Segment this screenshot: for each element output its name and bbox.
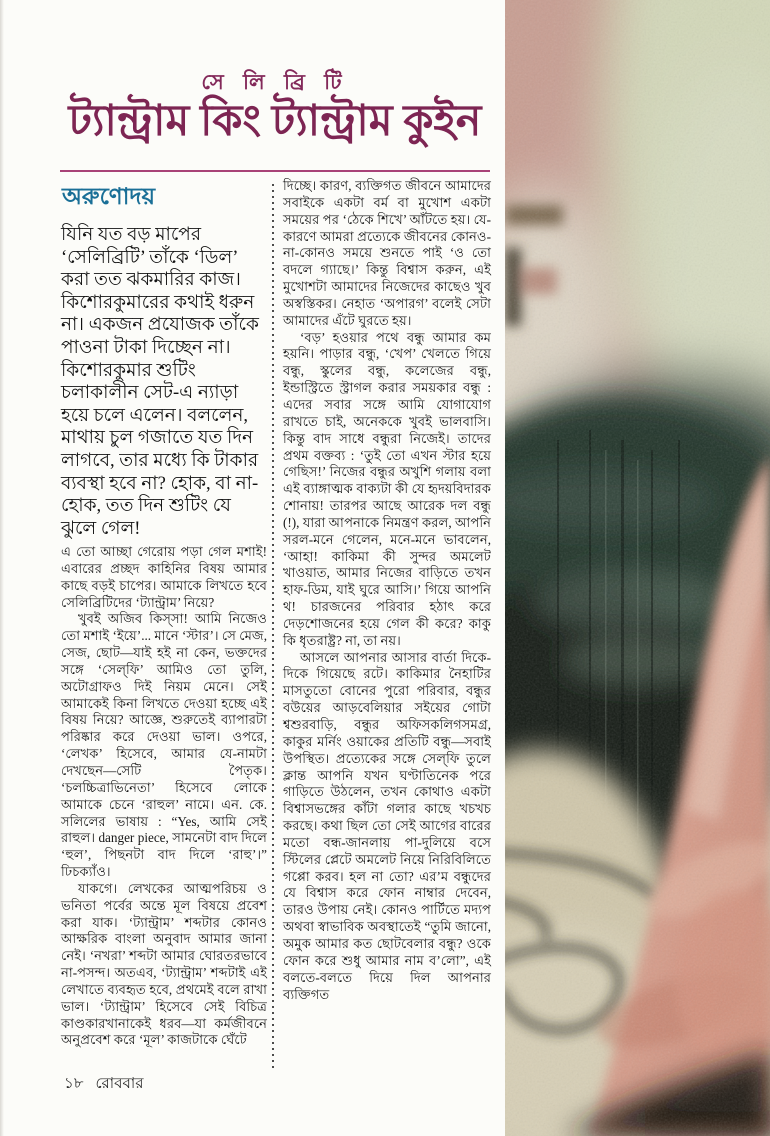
author-byline: অরুণোদয়	[62, 184, 156, 209]
article-headline: ট্যান্ট্রাম কিং ট্যান্ট্রাম কুইন	[68, 98, 482, 145]
column-divider	[272, 184, 274, 1068]
article-intro: যিনি যত বড় মাপের ‘সেলিব্রিটি’ তাঁকে ‘ডিল’ করা তত ঝকমারির কাজ। কিশোরকুমারের কথাই ধরুন না। একজন প্রযোজক তাঁকে পাওনা টাকা দিচ্ছেন না। কিশোরকুমার শুটিং চলাকালীন সেট-এ ন্যাড়া হয়ে চলে এলেন। বললেন, মাথায় চুল গজাতে যত দিন লাগবে, তার মধ্যে কি টাকার ব্যবস্থা হবে না? হোক, বা না-হোক, তত দিন শুটিং যে ঝুলে গেল!	[61, 225, 259, 539]
photo-illustration	[505, 0, 770, 1136]
paragraph: আসলে আপনার আসার বার্তা দিকে-দিকে গিয়েছে রটে। কাকিমার নৈহাটির মাসতুতো বোনের পুরো পরিবার, বন্ধুর বউয়ের আড়বেলিয়ার সইয়ের গোটা শ্বশুরবাড়ি, বন্ধুর অফিসকলিগসমগ্র, কাকুর মর্নিং ওয়াকের প্রতিটি বন্ধু—সবাই উপস্থিত। প্রত্যেকের সঙ্গে সেল্‌ফি তুলে ক্লান্ত আপনি যখন ঘণ্টাতিনেক পরে গাড়িতে উঠলেন, তখন কোথাও একটা বিশ্বাসভঙ্গের কাঁটা গলার কাছে খচখচ করছে। কথা ছিল তো সেই আগের বারের মতো বন্ধ-জানলায় পা-দুলিয়ে বসে স্টিলের প্লেটে অমলেট নিয়ে নিরিবিলিতে গপ্পো করব। হল না তো? এর’ম বন্ধুদের যে বিশ্বাস করে ফোন নাম্বার দেবেন, তারও উপায় নেই। কোনও পার্টিতে মদ্যপ অথবা স্বাভাবিক অবস্থাতেই “তুমি জানো, অমুক আমার কত ছোটবেলার বন্ধু? ওকে ফোন করে শুধু আমার নাম ব’লো”, এই বলতে-বলতে দিয়ে দিল আপনার ব্যক্তিগত	[283, 649, 491, 1002]
paragraph: এ তো আচ্ছা গেরোয় পড়া গেল মশাই! এবারের প্রচ্ছদ কাহিনির বিষয় আমার কাছে বড়ই চাপের। আমাকে লিখতে হবে সেলিব্রিটিদের ‘ট্যান্ট্রাম’ নিয়ে?	[61, 544, 267, 610]
body-column-2	[283, 178, 491, 1003]
headline-rule	[60, 170, 490, 172]
section-kicker: সে লি ব্রি টি	[201, 70, 349, 94]
magazine-name: রোববার	[95, 1076, 144, 1092]
body-column-1	[61, 544, 267, 1049]
paragraph: যাকগে। লেখকের আত্মপরিচয় ও ভনিতা পর্বের অন্তে মূল বিষয়ে প্রবেশ করা যাক। ‘ট্যান্ট্রাম’ শব্দটার কোনও আক্ষরিক বাংলা অনুবাদ আমার জানা নেই। ‘নখরা’ শব্দটা আমার ঘোরতরভাবে না-পসন্দ। অতএব, ‘ট্যান্ট্রাম’ শব্দটাই এই লেখাতে ব্যবহৃত হবে, প্রথমেই বলে রাখা ভাল। ‘ট্যান্ট্রাম’ হিসেবে সেই বিচিত্র কাণ্ডকারখানাকেই ধরব—যা কর্মজীবনে অনুপ্রবেশ করে ‘মূল’ কাজটাকে ঘেঁটে	[61, 880, 267, 1048]
page-number: ১৮	[64, 1076, 84, 1092]
paragraph: খুবই অজিব কিস্সা! আমি নিজেও তো মশাই ‘ইয়ে’... মানে ‘স্টার’। সে মেজ, সেজ, ছোট—যাই হই না কেন, ভক্তদের সঙ্গে ‘সেল্‌ফি’ আমিও তো তুলি, অটোগ্রাফও দিই নিয়ম মেনে। সেই আমাকেই কিনা লিখতে দেওয়া হচ্ছে এই বিষয় নিয়ে? আজ্ঞে, শুরুতেই ব্যাপারটা পরিষ্কার করে দেওয়া ভাল। ওপরে, ‘লেখক’ হিসেবে, আমার যে-নামটা দেখছেন—সেটি পৈতৃক। ‘চলচ্চিত্রাভিনেতা’ হিসেবে লোকে আমাকে চেনে ‘রাহুল’ নামে। এন. কে. সলিলের ভাষায় : “Yes, আমি সেই রাহুল। danger piece, সামনেটা বাদ দিলে ‘হুল’, পিছনটা বাদ দিলে ‘রাহু’।” ঢিচক্যাঁও।	[61, 611, 267, 880]
paragraph: দিচ্ছে। কারণ, ব্যক্তিগত জীবনে আমাদের সবাইকে একটা বর্ম বা মুখোশ একটা সময়ের পর ‘ঠেকে শিখে’ আঁটতে হয়। যে-কারণে আমরা প্রত্যেকে জীবনের কোনও-না-কোনও সময়ে শুনতে পাই ‘ও তো বদলে গ্যাছে।’ কিন্তু বিশ্বাস করুন, এই মুখোশটা আমাদের নিজেদের কাছেও খুব অস্বস্তিকর। নেহাত ‘অপারগ’ বলেই সেটা আমাদের এঁটে ঘুরতে হয়।	[283, 178, 491, 328]
page-footer	[64, 1072, 143, 1097]
article-photo	[505, 0, 770, 1136]
paragraph: ‘বড়’ হওয়ার পথে বন্ধু আমার কম হয়নি। পাড়ার বন্ধু, ‘খেপ’ খেলতে গিয়ে বন্ধু, স্কুলের বন্ধু, কলেজের বন্ধু, ইন্ডাস্ট্রিতে স্ট্রাগল করার সময়কার বন্ধু : এদের সবার সঙ্গে আমি যোগাযোগ রাখতে চাই, অনেককে খুবই ভালবাসি। কিন্তু বাদ সাধে বন্ধুরা নিজেই। তাদের প্রথম বক্তব্য : ‘তুই তো এখন স্টার হয়ে গেছিস!’ নিজের বন্ধুর অখুশি গলায় বলা এই ব্যাঙ্গাত্মক বাক্যটা কী যে হৃদয়বিদারক শোনায়! তারপর আছে আরেক দল বন্ধু (!), যারা আপনাকে নিমন্ত্রণ করল, আপনি সরল-মনে গেলেন, মনে-মনে ভাবলেন, ‘আহা! কাকিমা কী সুন্দর অমলেট খাওয়াত, আমার নিজের বাড়িতে তখন হাফ-ডিম, যাই ঘুরে আসি।’ গিয়ে আপনি থ! চারজনের পরিবার হঠাৎ করে দেড়শোজনের হয়ে গেল কী করে? কাকু কি ধৃতরাষ্ট্র? না, তা নয়।	[283, 329, 491, 648]
